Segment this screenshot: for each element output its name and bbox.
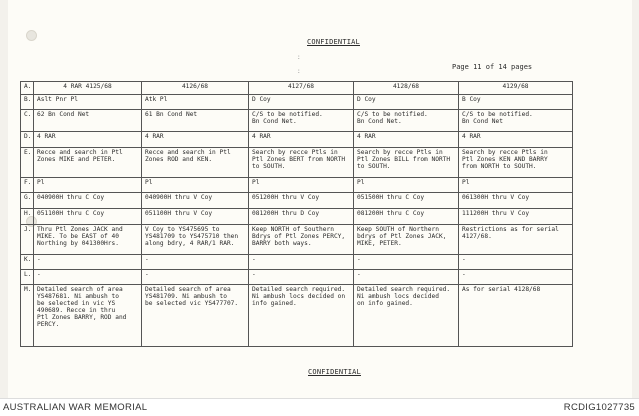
table-cell: Pl [249,178,354,193]
table-row [21,193,573,209]
table-cell: 051500H thru C Coy [354,193,459,209]
table-cell: Detailed search of area YS481709. Ni ambush to be selected vic YS477707. [142,285,249,347]
row-label: F. [21,178,34,193]
table-cell: Detailed search required. Ni ambush locs decided on info gained. [354,285,459,347]
fold-mark: : [297,54,301,61]
table-row [21,255,573,270]
row-label: E. [21,148,34,178]
table-row [21,225,573,255]
page-of: of [485,63,495,71]
table-cell: 4127/68 [249,82,354,95]
table-row [21,270,573,285]
row-label: M. [21,285,34,347]
table-cell: 081200H thru C Coy [354,209,459,225]
archive-footer [0,398,639,416]
page-number [452,63,532,71]
table-row [21,82,573,95]
table-cell: Restrictions as for serial 4127/68. [459,225,573,255]
table-cell: 4 RAR [34,132,142,148]
table-cell: 040900H thru C Coy [34,193,142,209]
table-cell: 051200H thru V Coy [249,193,354,209]
table-cell: - [249,255,354,270]
table-cell: Atk Pl [142,95,249,110]
table-cell: C/S to be notified. Bn Cond Net. [354,110,459,132]
classification-footer: CONFIDENTIAL [308,368,361,376]
row-label: J. [21,225,34,255]
table-cell: Detailed search required. Ni ambush locs decided on info gained. [249,285,354,347]
table-row [21,132,573,148]
table-cell: Keep NORTH of Southern Bdrys of Ptl Zones PERCY, BARRY both ways. [249,225,354,255]
table-cell: 4 RAR [142,132,249,148]
table-cell: 4 RAR [249,132,354,148]
table-row [21,148,573,178]
table-cell: 061300H thru V Coy [459,193,573,209]
operations-table [20,81,573,347]
table-row [21,285,573,347]
table-cell: - [34,270,142,285]
row-label: B. [21,95,34,110]
table-cell: - [34,255,142,270]
table-cell: 4 RAR 4125/68 [34,82,142,95]
table-cell: Detailed search of area YS487681. Ni ambush to be selected in vic YS 490689. Recce in thru Ptl Zones BARRY, ROD and PERCY. [34,285,142,347]
row-label: D. [21,132,34,148]
table-cell: Pl [354,178,459,193]
table-cell: Pl [142,178,249,193]
table-cell: 4 RAR [354,132,459,148]
row-label: A. [21,82,34,95]
table-cell: - [354,255,459,270]
table-cell: V Coy to YS475695 to YS481709 to YS475710 then along bdry, 4 RAR/1 RAR. [142,225,249,255]
table-cell: 051100H thru C Coy [34,209,142,225]
table-cell: Thru Ptl Zones JACK and MIKE. To be EAST of 40 Northing by 041300Hrs. [34,225,142,255]
table-cell: 4129/68 [459,82,573,95]
table-cell: Pl [459,178,573,193]
fold-mark: : [297,68,301,75]
classification-header: CONFIDENTIAL [307,38,360,46]
table-cell: C/S to be notified. Bn Cond Net. [249,110,354,132]
table-cell: 051100H thru V Coy [142,209,249,225]
table-cell: 4128/68 [354,82,459,95]
page-total: 14 [498,63,507,71]
table-cell: Search by recce Ptls in Ptl Zones KEN AND BARRY from NORTH to SOUTH. [459,148,573,178]
table-row [21,110,573,132]
table-cell: 62 Bn Cond Net [34,110,142,132]
page-current: 11 [473,63,482,71]
record-id: RCDIG1027735 [563,402,635,413]
row-label: G. [21,193,34,209]
table-cell: - [354,270,459,285]
table-cell: D Coy [249,95,354,110]
row-label: L. [21,270,34,285]
table-cell: 081200H thru D Coy [249,209,354,225]
table-cell: Keep SOUTH of Northern bdrys of Ptl Zones JACK, MIKE, PETER. [354,225,459,255]
table-row [21,209,573,225]
table-cell: Recce and search in Ptl Zones MIKE and PETER. [34,148,142,178]
table-cell: Search by recce Ptls in Ptl Zones BERT from NORTH to SOUTH. [249,148,354,178]
table-row [21,178,573,193]
table-cell: C/S to be notified. Bn Cond Net [459,110,573,132]
row-label: H. [21,209,34,225]
table-cell: Pl [34,178,142,193]
table-cell: D Coy [354,95,459,110]
institution-name: AUSTRALIAN WAR MEMORIAL [3,402,148,413]
row-label: K. [21,255,34,270]
table-cell: - [142,255,249,270]
table-cell: B Coy [459,95,573,110]
table-cell: Aslt Pnr Pl [34,95,142,110]
punch-hole [26,30,37,41]
table-cell: Recce and search in Ptl Zones ROD and KEN. [142,148,249,178]
table-cell: Search by recce Ptls in Ptl Zones BILL from NORTH to SOUTH. [354,148,459,178]
table-cell: 61 Bn Cond Net [142,110,249,132]
table-cell: 4 RAR [459,132,573,148]
table-cell: 040900H thru V Coy [142,193,249,209]
pages-label: pages [511,63,533,71]
table-cell: 111200H thru V Coy [459,209,573,225]
table-cell: - [459,255,573,270]
row-label: C. [21,110,34,132]
table-cell: As for serial 4128/68 [459,285,573,347]
table-cell: - [249,270,354,285]
table-cell: - [142,270,249,285]
page-label: Page [452,63,469,71]
table-row [21,95,573,110]
table-cell: 4126/68 [142,82,249,95]
table-cell: - [459,270,573,285]
